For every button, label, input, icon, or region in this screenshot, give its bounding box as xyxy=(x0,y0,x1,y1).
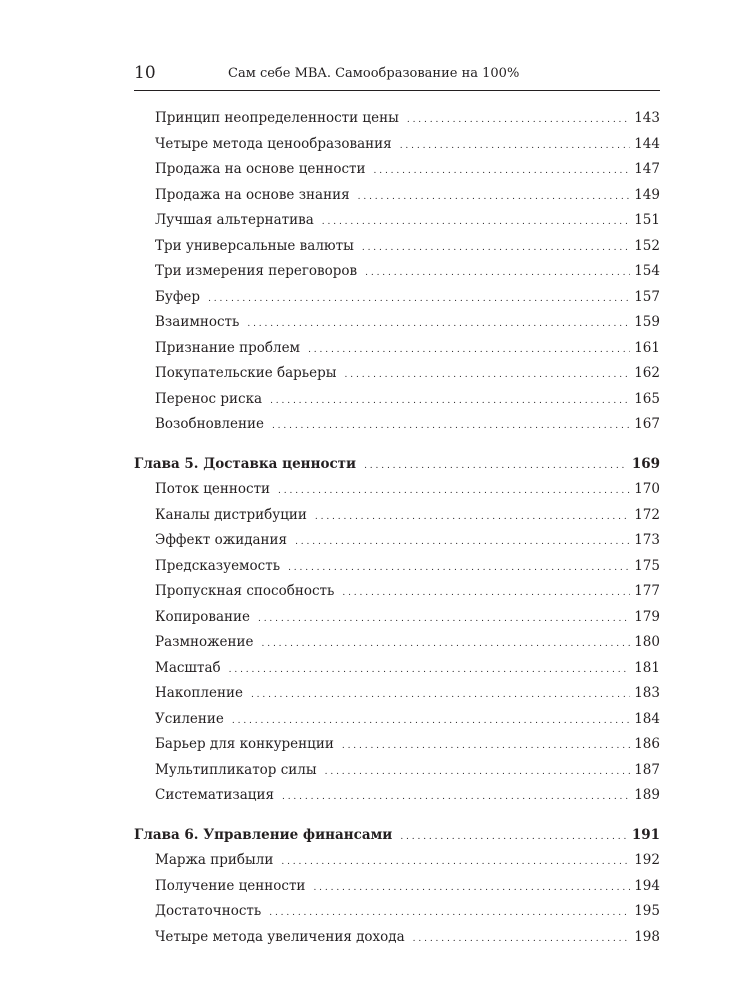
toc-page-number: 157 xyxy=(634,288,660,305)
toc-entry: Продажа на основе знания . . . 149 xyxy=(134,183,660,209)
dot-leader xyxy=(251,681,630,709)
dot-leader xyxy=(229,656,631,684)
dot-leader xyxy=(295,528,630,556)
toc-page-number: 175 xyxy=(634,557,660,574)
dot-leader xyxy=(308,336,630,364)
toc-page-number: 194 xyxy=(634,877,660,894)
page-number: 10 xyxy=(134,63,156,83)
toc-page-number: 159 xyxy=(634,314,660,330)
toc-entry: Покупательские барьеры . . . 162 xyxy=(134,361,660,387)
toc-entry: Предсказуемость . . . 175 xyxy=(134,554,660,580)
dot-leader xyxy=(365,259,630,287)
toc-entry: Эффект ожидания . . . 173 xyxy=(134,528,660,554)
section-gap xyxy=(134,809,660,823)
dot-leader xyxy=(272,412,630,440)
toc-entry: Достаточность . . . 195 xyxy=(134,899,660,925)
toc-entry: Взаимность . . . 159 xyxy=(134,310,660,336)
toc-page-number: 162 xyxy=(634,365,660,381)
toc-entry: Пропускная способность . . . 177 xyxy=(134,579,660,605)
toc-page-number: 165 xyxy=(634,390,660,407)
toc-entry: Усиление . . . 184 xyxy=(134,707,660,733)
toc-page-number: 181 xyxy=(634,659,660,676)
toc-entry: Поток ценности . . . 170 xyxy=(134,477,660,503)
dot-leader xyxy=(362,234,630,262)
toc-entry: Получение ценности . . . 194 xyxy=(134,874,660,900)
dot-leader xyxy=(208,285,630,313)
toc-page-number: 192 xyxy=(634,852,660,868)
dot-leader xyxy=(278,477,630,505)
dot-leader xyxy=(413,925,631,953)
toc-page-number: 189 xyxy=(634,787,660,803)
toc-entry: Систематизация . . . 189 xyxy=(134,783,660,809)
dot-leader xyxy=(232,707,630,735)
toc-page-number: 186 xyxy=(634,736,660,752)
toc-page-number: 147 xyxy=(634,161,660,177)
toc-page-number: 179 xyxy=(634,608,660,625)
toc-entry: Накопление . . . 183 xyxy=(134,681,660,707)
toc-chapter-heading: Глава 5. Доставка ценности . . . 169 xyxy=(134,452,660,478)
dot-leader xyxy=(342,732,630,760)
toc-page-number: 180 xyxy=(634,634,660,650)
toc-page-number: 191 xyxy=(631,826,660,843)
toc-entry: Масштаб . . . 181 xyxy=(134,656,660,682)
toc-page-number: 170 xyxy=(634,481,660,497)
dot-leader xyxy=(270,387,630,415)
toc-entry: Четыре метода увеличения дохода . . . 198 xyxy=(134,925,660,951)
toc-page-number: 149 xyxy=(634,186,660,203)
toc-page-number: 161 xyxy=(634,339,660,356)
toc-page-number: 172 xyxy=(634,506,660,523)
toc-entry: Лучшая альтернатива . . . 151 xyxy=(134,208,660,234)
dot-leader xyxy=(262,630,631,658)
toc-page-number: 183 xyxy=(634,685,660,701)
toc-page-number: 177 xyxy=(634,583,660,599)
dot-leader xyxy=(325,758,631,786)
toc-page-number: 167 xyxy=(634,416,660,432)
toc-page-number: 169 xyxy=(631,455,660,472)
dot-leader xyxy=(345,361,631,389)
running-header xyxy=(134,62,660,91)
toc-entry: Мультипликатор силы . . . 187 xyxy=(134,758,660,784)
toc-page-number: 144 xyxy=(634,135,660,152)
toc-entry: Барьер для конкуренции . . . 186 xyxy=(134,732,660,758)
toc-page-number: 152 xyxy=(634,237,660,254)
dot-leader xyxy=(400,132,631,160)
dot-leader xyxy=(313,874,630,902)
dot-leader xyxy=(374,157,631,185)
dot-leader xyxy=(315,503,630,531)
toc-entry: Перенос риска . . . 165 xyxy=(134,387,660,413)
toc-entry: Буфер . . . 157 xyxy=(134,285,660,311)
toc-entry: Продажа на основе ценности . . . 147 xyxy=(134,157,660,183)
toc-page-number: 143 xyxy=(634,110,660,126)
section-gap xyxy=(134,438,660,452)
toc-entry: Маржа прибыли . . . 192 xyxy=(134,848,660,874)
dot-leader xyxy=(258,605,630,633)
toc-page-number: 154 xyxy=(634,263,660,279)
dot-leader xyxy=(358,183,631,211)
dot-leader xyxy=(247,310,630,338)
toc-entry: Три универсальные валюты . . . 152 xyxy=(134,234,660,260)
toc-page-number: 198 xyxy=(634,928,660,945)
toc-entry: Каналы дистрибуции . . . 172 xyxy=(134,503,660,529)
toc-chapter-heading: Глава 6. Управление финансами . . . 191 xyxy=(134,823,660,849)
toc-page-number: 184 xyxy=(634,710,660,727)
running-title: Сам себе MBA. Самообразование на 100% xyxy=(228,66,520,81)
toc-page-number: 187 xyxy=(634,761,660,778)
toc-entry: Три измерения переговоров . . . 154 xyxy=(134,259,660,285)
table-of-contents xyxy=(134,106,660,950)
dot-leader xyxy=(400,823,628,851)
toc-entry: Копирование . . . 179 xyxy=(134,605,660,631)
dot-leader xyxy=(342,579,630,607)
toc-entry: Возобновление . . . 167 xyxy=(134,412,660,438)
dot-leader xyxy=(322,208,630,236)
toc-page-number: 173 xyxy=(634,532,660,548)
toc-entry: Четыре метода ценообразования . . . 144 xyxy=(134,132,660,158)
toc-entry: Принцип неопределенности цены . . . 143 xyxy=(134,106,660,132)
dot-leader xyxy=(269,899,630,927)
dot-leader xyxy=(288,554,630,582)
dot-leader xyxy=(364,452,628,480)
dot-leader xyxy=(407,106,630,134)
dot-leader xyxy=(282,783,630,811)
toc-entry: Размножение . . . 180 xyxy=(134,630,660,656)
toc-entry: Признание проблем . . . 161 xyxy=(134,336,660,362)
toc-page-number: 151 xyxy=(634,212,660,228)
dot-leader xyxy=(281,848,630,876)
toc-page-number: 195 xyxy=(634,903,660,919)
